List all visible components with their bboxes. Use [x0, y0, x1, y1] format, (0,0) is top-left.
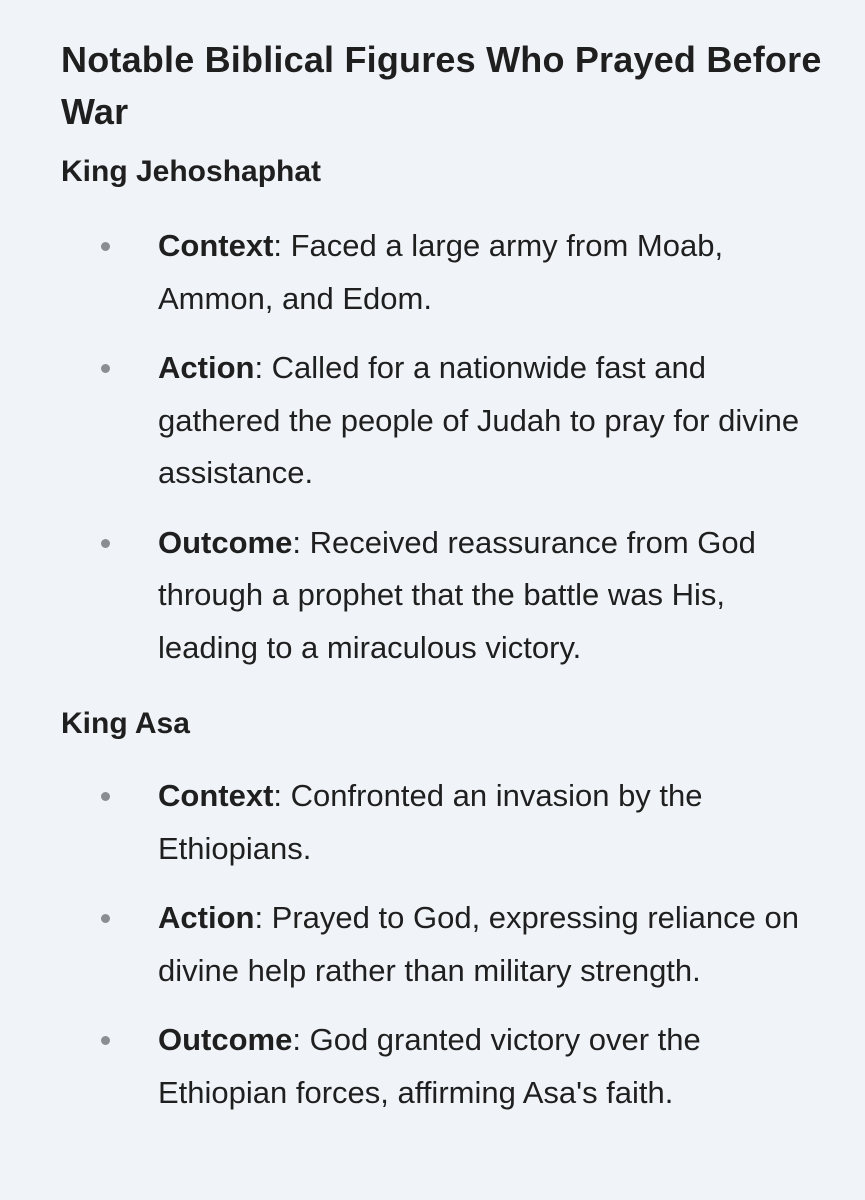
list-item: [61, 892, 825, 997]
item-label: Action: [158, 900, 255, 935]
bullet-dot-icon: [101, 242, 110, 251]
section-heading: King Jehoshaphat: [61, 155, 322, 188]
bullet-dot-icon: [101, 792, 110, 801]
item-label: Outcome: [158, 524, 293, 560]
list-item: [61, 342, 825, 500]
item-separator: :: [254, 900, 272, 935]
item-text: Called for a nationwide fast and gathered the people of Judah to pray for divine assistance.: [158, 350, 800, 490]
item-text: God granted victory over the Ethiopian forces, affirming Asa's faith.: [158, 1022, 701, 1110]
list-item: [61, 517, 825, 675]
item-label: Action: [158, 350, 255, 385]
list-item: [61, 220, 825, 325]
item-separator: :: [292, 1022, 310, 1057]
item-text: Received reassurance from God through a prophet that the battle was His, leading to a miraculous victory.: [158, 524, 756, 665]
item-text: Faced a large army from Moab, Ammon, and Edom.: [158, 228, 724, 316]
list-item: [61, 770, 825, 875]
list-item: [61, 1014, 825, 1119]
bullet-dot-icon: [101, 539, 110, 548]
bullet-dot-icon: [101, 364, 110, 373]
item-separator: :: [254, 350, 272, 385]
item-text: Confronted an invasion by the Ethiopians.: [158, 778, 703, 866]
item-label: Context: [158, 228, 274, 263]
bullet-dot-icon: [101, 1036, 110, 1045]
section-king-asa: [61, 704, 825, 1119]
bullet-list: [61, 770, 825, 1119]
section-king-jehoshaphat: [61, 152, 825, 674]
item-separator: :: [273, 228, 291, 263]
bullet-dot-icon: [101, 914, 110, 923]
bullet-list: [61, 220, 825, 674]
item-separator: :: [292, 524, 310, 560]
item-separator: :: [273, 778, 291, 813]
section-heading: King Asa: [61, 707, 190, 740]
item-text: Prayed to God, expressing reliance on divine help rather than military strength.: [158, 900, 799, 988]
page-title: Notable Biblical Figures Who Prayed Before War: [61, 39, 822, 132]
item-label: Outcome: [158, 1022, 293, 1057]
item-label: Context: [158, 778, 274, 813]
